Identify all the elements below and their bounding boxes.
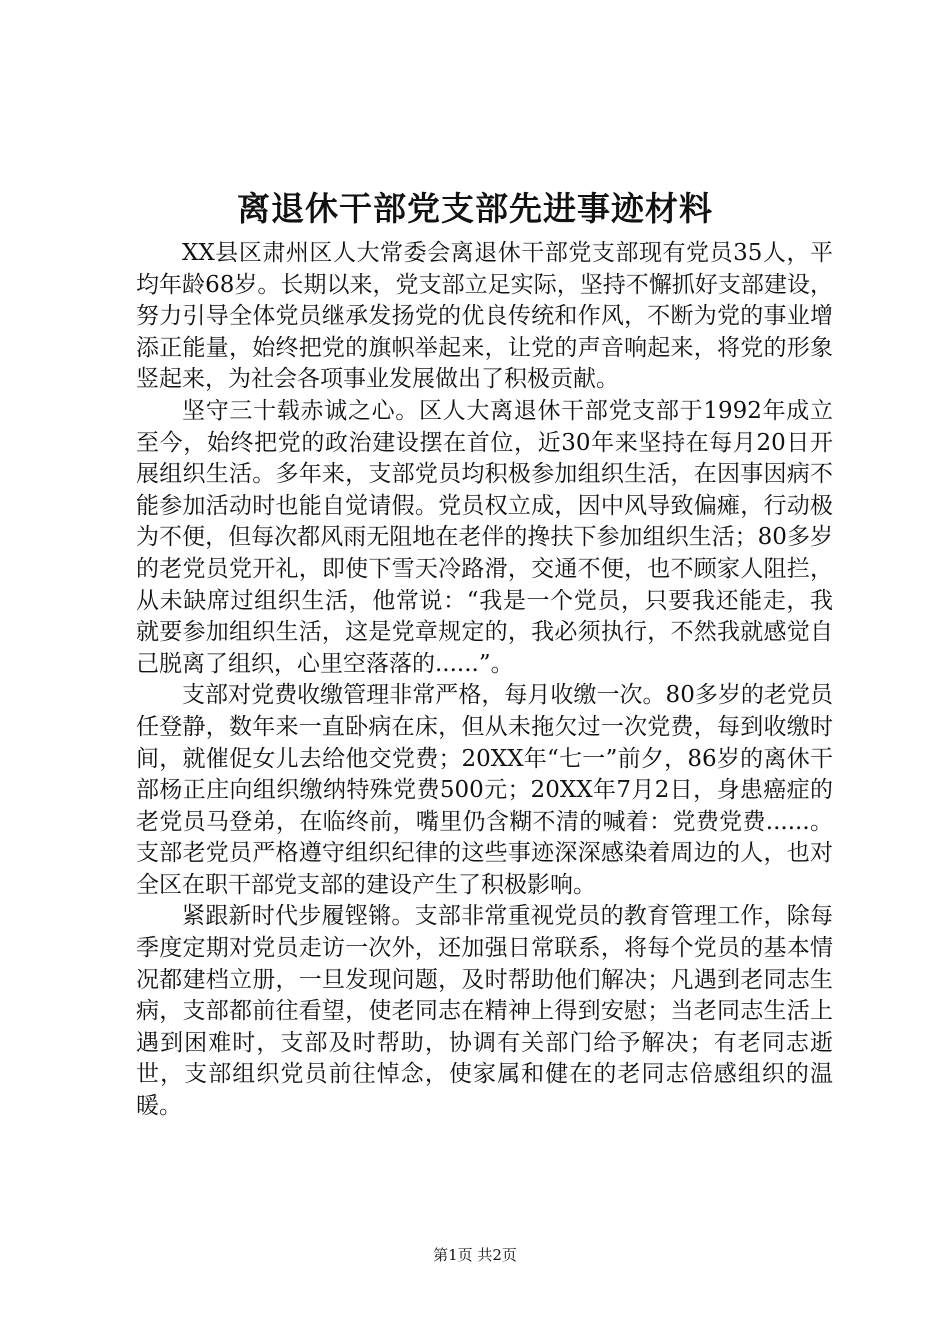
paragraph-intro: XX县区肃州区人大常委会离退休干部党支部现有党员35人，平均年龄68岁。长期以来，党支部立足实际，坚持不懈抓好支部建设，努力引导全体党员继承发扬党的优良传统和作风，不断为党的事业增添正能量，始终把党的旗帜举起来，让党的声音响起来，将党的形象竖起来，为社会各项事业发展做出了积极贡献。 <box>136 240 833 393</box>
document-body <box>136 238 833 1123</box>
paragraph-new-era: 紧跟新时代步履铿锵。支部非常重视党员的教育管理工作，除每季度定期对党员走访一次外，还加强日常联系，将每个党员的基本情况都建档立册，一旦发现问题，及时帮助他们解决；凡遇到老同志生病，支部都前往看望，使老同志在精神上得到安慰；当老同志生活上遇到困难时，支部及时帮助，协调有关部门给予解决；有老同志逝世，支部组织党员前往悼念，使家属和健在的老同志倍感组织的温暖。 <box>136 903 833 1120</box>
paragraph-party-dues: 支部对党费收缴管理非常严格，每月收缴一次。80多岁的老党员任登静，数年来一直卧病在床，但从未拖欠过一次党费，每到收缴时间，就催促女儿去给他交党费；20XX年“七一”前夕，86岁的离休干部杨正庄向组织缴纳特殊党费500元；20XX年7月2日，身患癌症的老党员马登弟，在临终前，嘴里仍含糊不清的喊着：党费党费......。支部老党员严格遵守组织纪律的这些事迹深深感染着周边的人，也对全区在职干部党支部的建设产生了积极影响。 <box>136 682 833 898</box>
paragraph-thirty-years: 坚守三十载赤诚之心。区人大离退休干部党支部于1992年成立至今，始终把党的政治建设摆在首位，近30年来坚持在每月20日开展组织生活。多年来，支部党员均积极参加组织生活，在因事因病不能参加活动时也能自觉请假。党员权立成，因中风导致偏瘫，行动极为不便，但每次都风雨无阻地在老伴的搀扶下参加组织生活；80多岁的老党员党开礼，即使下雪天冷路滑，交通不便，也不顾家人阻拦，从未缺席过组织生活，他常说：“我是一个党员，只要我还能走，我就要参加组织生活，这是党章规定的，我必须执行，不然我就感觉自己脱离了组织，心里空落落的......”。 <box>136 397 833 677</box>
document-title: 离退休干部党支部先进事迹材料 <box>237 189 713 228</box>
page-number-footer: 第1页 共2页 <box>433 1246 517 1264</box>
